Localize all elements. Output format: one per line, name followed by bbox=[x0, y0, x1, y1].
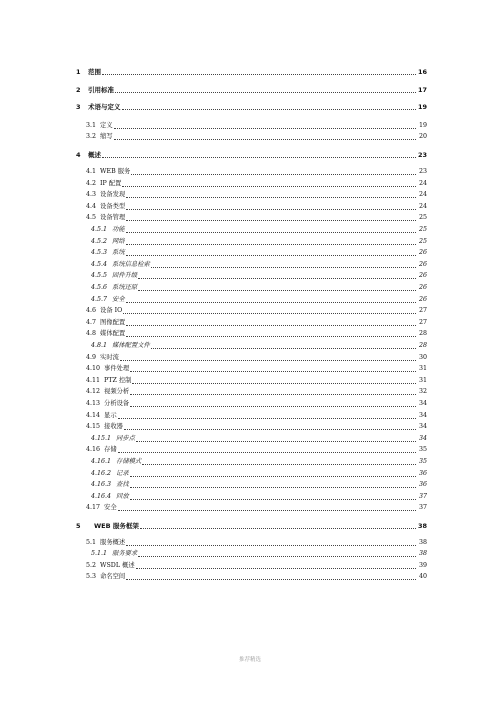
footer-text: 推荐精选 bbox=[238, 657, 261, 663]
toc-entry-title: 设备管理 bbox=[100, 214, 126, 222]
toc-entry-title: WSDL 概述 bbox=[100, 561, 135, 569]
toc-entry-number: 4.5.2 bbox=[91, 237, 108, 245]
toc-entry[interactable] bbox=[76, 317, 427, 327]
dot-leader bbox=[102, 68, 416, 75]
dot-leader bbox=[131, 168, 416, 175]
toc-entry-page-number: 27 bbox=[418, 307, 427, 315]
toc-entry-page-number: 23 bbox=[417, 150, 427, 159]
toc-entry-number: 3.1 bbox=[86, 121, 97, 129]
toc-entry[interactable] bbox=[76, 386, 427, 396]
toc-entry-number: 4.15.1 bbox=[91, 434, 112, 442]
toc-entry-number: 4.5.7 bbox=[91, 295, 108, 303]
dot-leader bbox=[122, 103, 417, 110]
toc-entry-title: 命名空间 bbox=[100, 573, 126, 581]
toc-entry-number: 4.10 bbox=[86, 365, 101, 373]
toc-entry-title: 图像配置 bbox=[100, 318, 126, 326]
toc-entry-title: 存储 bbox=[104, 446, 117, 454]
toc-entry-number: 4.4 bbox=[86, 202, 97, 210]
toc-entry-title: 媒体配置文件 bbox=[112, 341, 150, 349]
toc-entry-number: 4.7 bbox=[86, 318, 97, 326]
toc-entry-title: 回放 bbox=[116, 492, 129, 500]
dot-leader bbox=[118, 504, 416, 511]
toc-entry[interactable] bbox=[76, 131, 427, 141]
toc-entry-number: 4.6 bbox=[86, 307, 97, 315]
toc-entry-page-number: 28 bbox=[418, 341, 427, 349]
toc-entry-page-number: 34 bbox=[418, 423, 427, 431]
toc-entry-number: 4.5 bbox=[86, 214, 97, 222]
toc-entry-title: 分析设备 bbox=[104, 399, 130, 407]
toc-entry-title: 事件处理 bbox=[104, 365, 130, 373]
toc-entry-title: 服务概述 bbox=[100, 538, 126, 546]
toc-entry-page-number: 37 bbox=[418, 504, 427, 512]
dot-leader bbox=[123, 307, 416, 314]
dot-leader bbox=[126, 330, 416, 337]
toc-entry[interactable] bbox=[76, 479, 427, 489]
toc-entry-title: 术语与定义 bbox=[88, 103, 121, 112]
toc-entry-number: 5 bbox=[76, 521, 81, 530]
toc-entry[interactable] bbox=[76, 340, 427, 350]
toc-entry-title: 网络 bbox=[112, 237, 125, 245]
toc-entry-title: 安全 bbox=[112, 295, 125, 303]
toc-entry-page-number: 16 bbox=[417, 68, 427, 76]
toc-entry-page-number: 24 bbox=[418, 191, 427, 199]
toc-entry-page-number: 38 bbox=[417, 521, 427, 530]
toc-entry-title: 引用标准 bbox=[88, 85, 114, 94]
toc-entry-number: 1 bbox=[76, 68, 81, 76]
toc-entry-page-number: 19 bbox=[417, 103, 427, 112]
toc-entry-number: 4.8 bbox=[86, 330, 97, 338]
dot-leader bbox=[115, 86, 416, 93]
toc-entry-number: 4 bbox=[76, 150, 81, 159]
toc-entry-title: 实时流 bbox=[100, 353, 119, 361]
toc-entry-title: WEB 服务 bbox=[100, 167, 131, 175]
toc-entry-page-number: 34 bbox=[418, 399, 427, 407]
dot-leader bbox=[130, 493, 416, 500]
toc-entry-title: 设备发现 bbox=[100, 191, 126, 199]
toc-entry[interactable] bbox=[76, 398, 427, 408]
toc-entry[interactable] bbox=[76, 410, 427, 420]
toc-entry[interactable] bbox=[76, 468, 427, 478]
toc-entry-page-number: 39 bbox=[418, 561, 427, 569]
toc-entry[interactable] bbox=[76, 537, 427, 547]
toc-entry-title: 概述 bbox=[88, 150, 101, 159]
toc-entry-page-number: 17 bbox=[417, 85, 427, 94]
toc-entry-page-number: 31 bbox=[418, 376, 427, 384]
dot-leader bbox=[132, 377, 416, 384]
toc-entry-number: 5.2 bbox=[86, 561, 97, 569]
toc-entry-page-number: 30 bbox=[418, 353, 427, 361]
toc-entry-title: 同步点 bbox=[116, 434, 135, 442]
toc-entry-page-number: 25 bbox=[418, 214, 427, 222]
toc-entry[interactable] bbox=[76, 189, 427, 199]
toc-entry-title: 设备类型 bbox=[100, 202, 126, 210]
toc-entry-page-number: 26 bbox=[418, 260, 427, 268]
toc-entry[interactable] bbox=[76, 259, 427, 269]
dot-leader bbox=[126, 203, 416, 210]
toc-entry[interactable] bbox=[76, 375, 427, 385]
toc-entry-page-number: 26 bbox=[418, 295, 427, 303]
toc-entry-number: 4.16.1 bbox=[91, 457, 112, 465]
toc-entry-title: 媒体配置 bbox=[100, 330, 126, 338]
toc-entry[interactable] bbox=[76, 178, 427, 188]
dot-leader bbox=[126, 296, 416, 303]
dot-leader bbox=[126, 249, 416, 256]
toc-entry[interactable] bbox=[76, 212, 427, 222]
toc-entry-page-number: 24 bbox=[418, 202, 427, 210]
toc-entry-title: IP 配置 bbox=[100, 179, 122, 187]
toc-entry-number: 5.1 bbox=[86, 538, 97, 546]
toc-entry-title: 安全 bbox=[104, 504, 117, 512]
dot-leader bbox=[114, 122, 416, 129]
toc-entry-page-number: 40 bbox=[418, 573, 427, 581]
toc-entry-number: 4.16 bbox=[86, 446, 101, 454]
dot-leader bbox=[102, 151, 416, 158]
dot-leader bbox=[138, 272, 416, 279]
toc-entry-number: 4.16.2 bbox=[91, 469, 112, 477]
dot-leader bbox=[140, 522, 416, 529]
toc-entry-page-number: 25 bbox=[418, 225, 427, 233]
dot-leader bbox=[136, 562, 416, 569]
dot-leader bbox=[126, 238, 416, 245]
dot-leader bbox=[122, 180, 416, 187]
toc-entry-title: 接收器 bbox=[104, 423, 123, 431]
dot-leader bbox=[138, 284, 416, 291]
toc-entry-number: 5.3 bbox=[86, 573, 97, 581]
toc-entry-number: 4.11 bbox=[86, 376, 101, 384]
dot-leader bbox=[151, 342, 416, 349]
toc-entry[interactable] bbox=[76, 305, 427, 315]
toc-entry-page-number: 19 bbox=[418, 121, 427, 129]
toc-entry-page-number: 23 bbox=[418, 167, 427, 175]
dot-leader bbox=[118, 412, 416, 419]
toc-entry-page-number: 26 bbox=[418, 283, 427, 291]
toc-entry[interactable] bbox=[76, 120, 427, 130]
toc-entry-number: 4.13 bbox=[86, 399, 101, 407]
toc-entry-title: 服务要求 bbox=[112, 550, 138, 558]
dot-leader bbox=[126, 319, 416, 326]
toc-entry[interactable] bbox=[76, 101, 427, 111]
dot-leader bbox=[126, 191, 416, 198]
toc-entry-page-number: 38 bbox=[418, 550, 427, 558]
toc-entry[interactable] bbox=[76, 149, 427, 159]
toc-entry-page-number: 24 bbox=[418, 179, 427, 187]
toc-entry-title: PTZ 控制 bbox=[104, 376, 132, 384]
dot-leader bbox=[130, 400, 416, 407]
dot-leader bbox=[126, 573, 416, 580]
toc-entry[interactable] bbox=[76, 201, 427, 211]
toc-entry-page-number: 32 bbox=[418, 388, 427, 396]
toc-entry[interactable] bbox=[76, 421, 427, 431]
toc-entry-title: 固件升级 bbox=[112, 272, 138, 280]
toc-entry[interactable] bbox=[76, 491, 427, 501]
toc-entry-number: 3.2 bbox=[86, 133, 97, 141]
dot-leader bbox=[136, 435, 416, 442]
toc-entry-number: 4.9 bbox=[86, 353, 97, 361]
toc-entry-title: WEB 服务框架 bbox=[94, 521, 139, 530]
toc-entry[interactable] bbox=[76, 328, 427, 338]
dot-leader bbox=[126, 214, 416, 221]
toc-entry-number: 4.12 bbox=[86, 388, 101, 396]
toc-entry-title: 视频分析 bbox=[104, 388, 130, 396]
toc-entry-page-number: 36 bbox=[418, 481, 427, 489]
toc-entry-page-number: 37 bbox=[418, 492, 427, 500]
toc-entry[interactable] bbox=[76, 66, 427, 76]
toc-entry-title: 存储模式 bbox=[116, 457, 142, 465]
toc-entry-page-number: 38 bbox=[418, 538, 427, 546]
toc-entry-number: 4.5.4 bbox=[91, 260, 108, 268]
toc-entry[interactable] bbox=[76, 520, 427, 530]
toc-entry-page-number: 20 bbox=[418, 133, 427, 141]
toc-entry[interactable] bbox=[76, 433, 427, 443]
toc-entry-number: 4.15 bbox=[86, 423, 101, 431]
toc-entry-page-number: 36 bbox=[418, 469, 427, 477]
toc-entry-title: 缩写 bbox=[100, 133, 113, 141]
dot-leader bbox=[130, 388, 416, 395]
dot-leader bbox=[151, 261, 416, 268]
dot-leader bbox=[114, 133, 416, 140]
toc-entry[interactable] bbox=[76, 502, 427, 512]
toc-entry-title: 系统信息检索 bbox=[112, 260, 150, 268]
toc-entry[interactable] bbox=[76, 236, 427, 246]
toc-entry[interactable] bbox=[76, 548, 427, 558]
dot-leader bbox=[138, 550, 416, 557]
toc-entry-page-number: 28 bbox=[418, 330, 427, 338]
toc-entry[interactable] bbox=[76, 247, 427, 257]
toc-entry[interactable] bbox=[76, 352, 427, 362]
toc-entry-page-number: 26 bbox=[418, 272, 427, 280]
toc-entry-title: 显示 bbox=[104, 411, 117, 419]
toc-entry-number: 4.1 bbox=[86, 167, 97, 175]
toc-entry-page-number: 34 bbox=[418, 434, 427, 442]
toc-entry[interactable] bbox=[76, 224, 427, 234]
toc-entry-number: 4.5.5 bbox=[91, 272, 108, 280]
toc-entry[interactable] bbox=[76, 294, 427, 304]
toc-entry-page-number: 35 bbox=[418, 446, 427, 454]
dot-leader bbox=[130, 365, 416, 372]
toc-entry-page-number: 31 bbox=[418, 365, 427, 373]
toc-entry-title: 定义 bbox=[100, 121, 113, 129]
toc-entry-number: 4.8.1 bbox=[91, 341, 108, 349]
toc-entry-number: 3 bbox=[76, 103, 81, 112]
toc-entry-number: 4.5.1 bbox=[91, 225, 108, 233]
toc-entry-number: 5.1.1 bbox=[91, 550, 108, 558]
toc-entry-title: 设备 IO bbox=[100, 307, 123, 315]
toc-entry[interactable] bbox=[76, 84, 427, 94]
dot-leader bbox=[126, 539, 416, 546]
toc-entry-number: 4.16.3 bbox=[91, 481, 112, 489]
toc-entry-title: 查找 bbox=[116, 481, 129, 489]
toc-entry-title: 记录 bbox=[116, 469, 129, 477]
toc-entry-title: 系统 bbox=[112, 249, 125, 257]
toc-entry-title: 功能 bbox=[112, 225, 125, 233]
toc-entry[interactable] bbox=[76, 571, 427, 581]
dot-leader bbox=[118, 446, 416, 453]
toc-entry[interactable] bbox=[76, 444, 427, 454]
toc-entry-number: 4.5.6 bbox=[91, 283, 108, 291]
toc-entry-number: 4.17 bbox=[86, 504, 101, 512]
toc-entry[interactable] bbox=[76, 363, 427, 373]
toc-entry[interactable] bbox=[76, 166, 427, 176]
dot-leader bbox=[126, 226, 416, 233]
toc-entry-page-number: 25 bbox=[418, 237, 427, 245]
toc-entry[interactable] bbox=[76, 270, 427, 280]
toc-entry-page-number: 35 bbox=[418, 457, 427, 465]
toc-entry[interactable] bbox=[76, 456, 427, 466]
dot-leader bbox=[124, 423, 416, 430]
toc-entry-number: 4.3 bbox=[86, 191, 97, 199]
toc-entry-number: 4.16.4 bbox=[91, 492, 112, 500]
toc-entry-page-number: 27 bbox=[418, 318, 427, 326]
toc-entry[interactable] bbox=[76, 282, 427, 292]
dot-leader bbox=[130, 481, 416, 488]
dot-leader bbox=[120, 354, 416, 361]
toc-entry-number: 4.2 bbox=[86, 179, 97, 187]
toc-entry-page-number: 26 bbox=[418, 249, 427, 257]
dot-leader bbox=[130, 470, 416, 477]
toc-entry-title: 系统还原 bbox=[112, 283, 138, 291]
toc-entry-title: 范围 bbox=[88, 68, 101, 76]
dot-leader bbox=[142, 458, 416, 465]
toc-entry-page-number: 34 bbox=[418, 411, 427, 419]
toc-entry-number: 4.14 bbox=[86, 411, 101, 419]
toc-entry-number: 2 bbox=[76, 85, 81, 94]
toc-entry-number: 4.5.3 bbox=[91, 249, 108, 257]
toc-entry[interactable] bbox=[76, 560, 427, 570]
